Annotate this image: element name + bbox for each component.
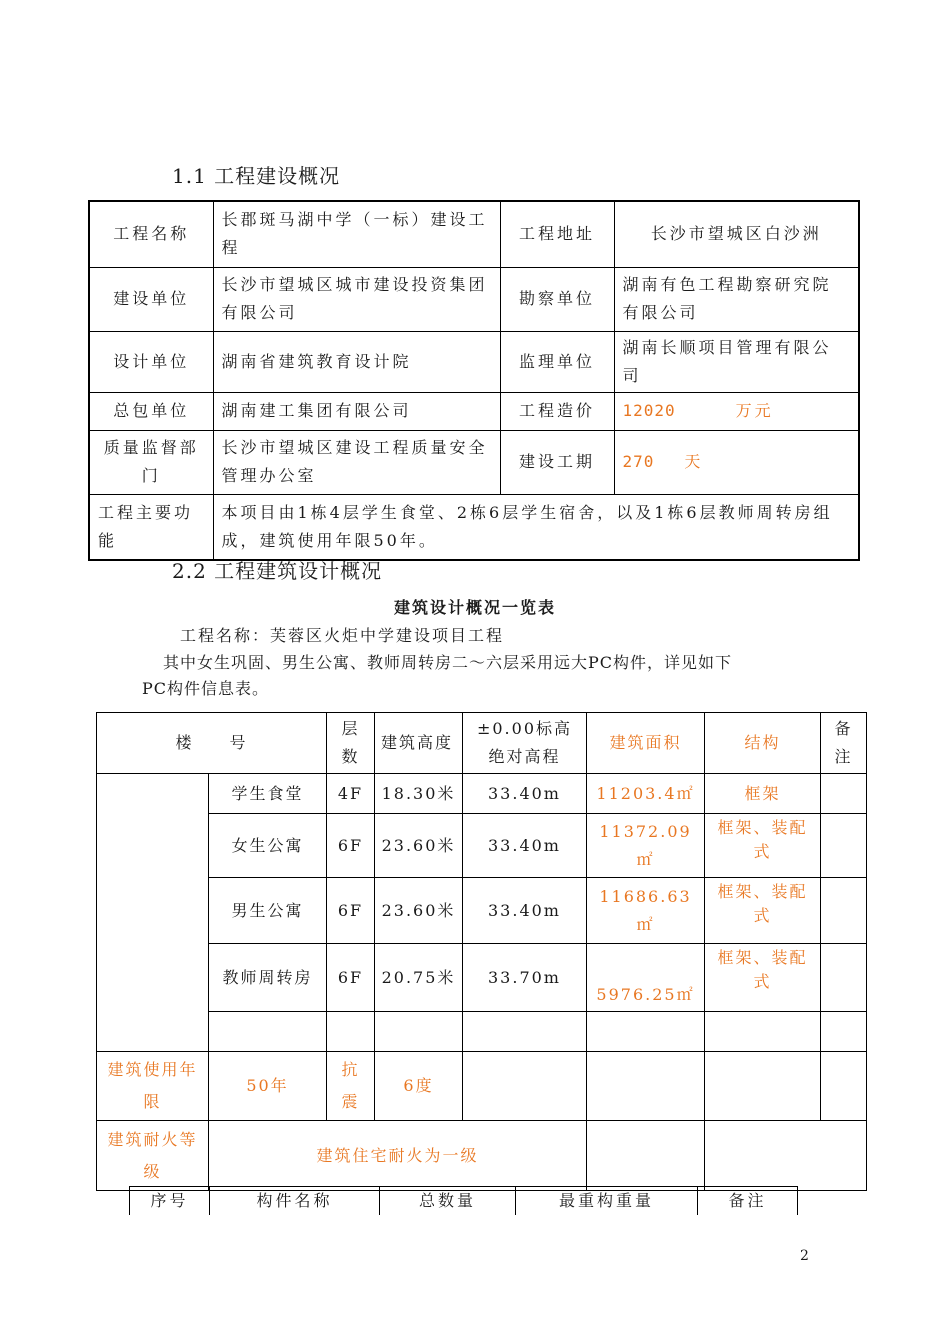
building-height: 18.30米	[375, 774, 463, 814]
page-number: 2	[800, 1248, 809, 1264]
pc-header-max-weight: 最重构重量	[516, 1187, 698, 1216]
building-height: 20.75米	[375, 944, 463, 1012]
section1-heading: 1.1 工程建设概况	[172, 164, 341, 188]
empty-cell	[463, 1012, 587, 1052]
value-main-function: 本项目由1栋4层学生食堂、2栋6层学生宿舍，以及1栋6层教师周转房组成，建筑使用年限50年。	[213, 494, 859, 560]
label-service-life: 建筑使用年限	[97, 1052, 209, 1121]
header-remark: 备注	[821, 713, 867, 774]
value-address: 长沙市望城区白沙洲	[614, 201, 859, 267]
table-header-row	[97, 713, 867, 774]
building-remark	[821, 944, 867, 1012]
header-building: 楼 号	[97, 713, 327, 774]
table-row	[89, 392, 859, 430]
header-structure: 结构	[705, 713, 821, 774]
building-floors: 6F	[327, 814, 375, 878]
header-floors: 层数	[327, 713, 375, 774]
value-design: 湖南省建筑教育设计院	[213, 331, 500, 392]
value-fire-rating: 建筑住宅耐火为一级	[209, 1121, 587, 1191]
value-cost	[614, 392, 859, 430]
label-seismic: 抗震	[327, 1052, 375, 1121]
value-owner: 长沙市望城区城市建设投资集团有限公司	[213, 267, 500, 331]
header-height: 建筑高度	[375, 713, 463, 774]
value-duration	[614, 430, 859, 494]
label-fire-rating: 建筑耐火等级	[97, 1121, 209, 1191]
empty-cell	[463, 1052, 587, 1121]
pc-header-index: 序号	[130, 1187, 210, 1216]
empty-cell	[705, 1052, 821, 1121]
pc-header-name: 构件名称	[210, 1187, 380, 1216]
table-row	[97, 774, 867, 814]
empty-cell	[587, 1052, 705, 1121]
intro-line-1: 其中女生巩固、男生公寓、教师周转房二～六层采用远大PC构件，详见如下	[163, 653, 733, 672]
table-row	[97, 814, 867, 878]
section2-heading: 2.2 工程建筑设计概况	[172, 559, 383, 583]
empty-cell	[587, 1012, 705, 1052]
header-area: 建筑面积	[587, 713, 705, 774]
building-floors: 4F	[327, 774, 375, 814]
table-row	[89, 331, 859, 392]
pc-component-table	[129, 1186, 798, 1215]
label-design: 设计单位	[89, 331, 213, 392]
cost-unit: 万元	[735, 401, 774, 420]
duration-unit: 天	[684, 452, 704, 471]
table-row	[97, 1121, 867, 1191]
table-row	[89, 201, 859, 267]
intro-line-2: PC构件信息表。	[142, 679, 270, 698]
building-elevation: 33.70m	[463, 944, 587, 1012]
building-name: 男生公寓	[209, 878, 327, 944]
table-row	[89, 430, 859, 494]
empty-cell	[327, 1012, 375, 1052]
label-main-function: 工程主要功能	[89, 494, 213, 560]
building-area: 11203.4㎡	[587, 774, 705, 814]
label-supervisor: 监理单位	[500, 331, 614, 392]
empty-cell	[209, 1012, 327, 1052]
value-supervisor: 湖南长顺项目管理有限公司	[614, 331, 859, 392]
label-address: 工程地址	[500, 201, 614, 267]
building-height: 23.60米	[375, 878, 463, 944]
label-duration: 建设工期	[500, 430, 614, 494]
cost-number: 12020	[622, 401, 676, 420]
empty-cell	[705, 1121, 867, 1191]
value-contractor: 湖南建工集团有限公司	[213, 392, 500, 430]
building-structure: 框架、装配式	[705, 814, 821, 878]
label-contractor: 总包单位	[89, 392, 213, 430]
building-structure: 框架、装配式	[705, 878, 821, 944]
header-elevation: ±0.00标高绝对高程	[463, 713, 587, 774]
empty-cell	[705, 1012, 821, 1052]
empty-cell	[821, 1052, 867, 1121]
value-service-life: 50年	[209, 1052, 327, 1121]
building-elevation: 33.40m	[463, 814, 587, 878]
table-title: 建筑设计概况一览表	[393, 598, 556, 617]
building-name: 学生食堂	[209, 774, 327, 814]
label-survey: 勘察单位	[500, 267, 614, 331]
table-row	[97, 944, 867, 1012]
table-row	[97, 1012, 867, 1052]
building-name: 女生公寓	[209, 814, 327, 878]
building-floors: 6F	[327, 878, 375, 944]
building-name: 教师周转房	[209, 944, 327, 1012]
table-row	[97, 1052, 867, 1121]
empty-cell	[587, 1121, 705, 1191]
value-seismic: 6度	[375, 1052, 463, 1121]
table-header-row	[130, 1187, 798, 1216]
building-remark	[821, 814, 867, 878]
pc-header-quantity: 总数量	[380, 1187, 516, 1216]
building-area: 11686.63㎡	[587, 878, 705, 944]
building-area: 11372.09㎡	[587, 814, 705, 878]
building-structure: 框架、装配式	[705, 944, 821, 1012]
building-remark	[821, 774, 867, 814]
label-owner: 建设单位	[89, 267, 213, 331]
label-cost: 工程造价	[500, 392, 614, 430]
building-elevation: 33.40m	[463, 774, 587, 814]
table-row	[97, 878, 867, 944]
building-design-table	[96, 712, 867, 1191]
project-overview-table	[88, 200, 860, 561]
value-survey: 湖南有色工程勘察研究院有限公司	[614, 267, 859, 331]
empty-cell	[821, 1012, 867, 1052]
label-project-name: 工程名称	[89, 201, 213, 267]
table-row	[89, 267, 859, 331]
building-structure: 框架	[705, 774, 821, 814]
building-area: 5976.25㎡	[587, 944, 705, 1012]
building-floors: 6F	[327, 944, 375, 1012]
duration-number: 270	[622, 452, 655, 471]
value-project-name: 长郡斑马湖中学（一标）建设工程	[213, 201, 500, 267]
building-height: 23.60米	[375, 814, 463, 878]
building-group-cell	[97, 774, 209, 1052]
label-quality-dept: 质量监督部门	[89, 430, 213, 494]
value-quality-dept: 长沙市望城区建设工程质量安全管理办公室	[213, 430, 500, 494]
empty-cell	[375, 1012, 463, 1052]
building-elevation: 33.40m	[463, 878, 587, 944]
project-name-line: 工程名称：芙蓉区火炬中学建设项目工程	[180, 626, 505, 645]
building-remark	[821, 878, 867, 944]
table-row	[89, 494, 859, 560]
pc-header-remark: 备注	[698, 1187, 798, 1216]
